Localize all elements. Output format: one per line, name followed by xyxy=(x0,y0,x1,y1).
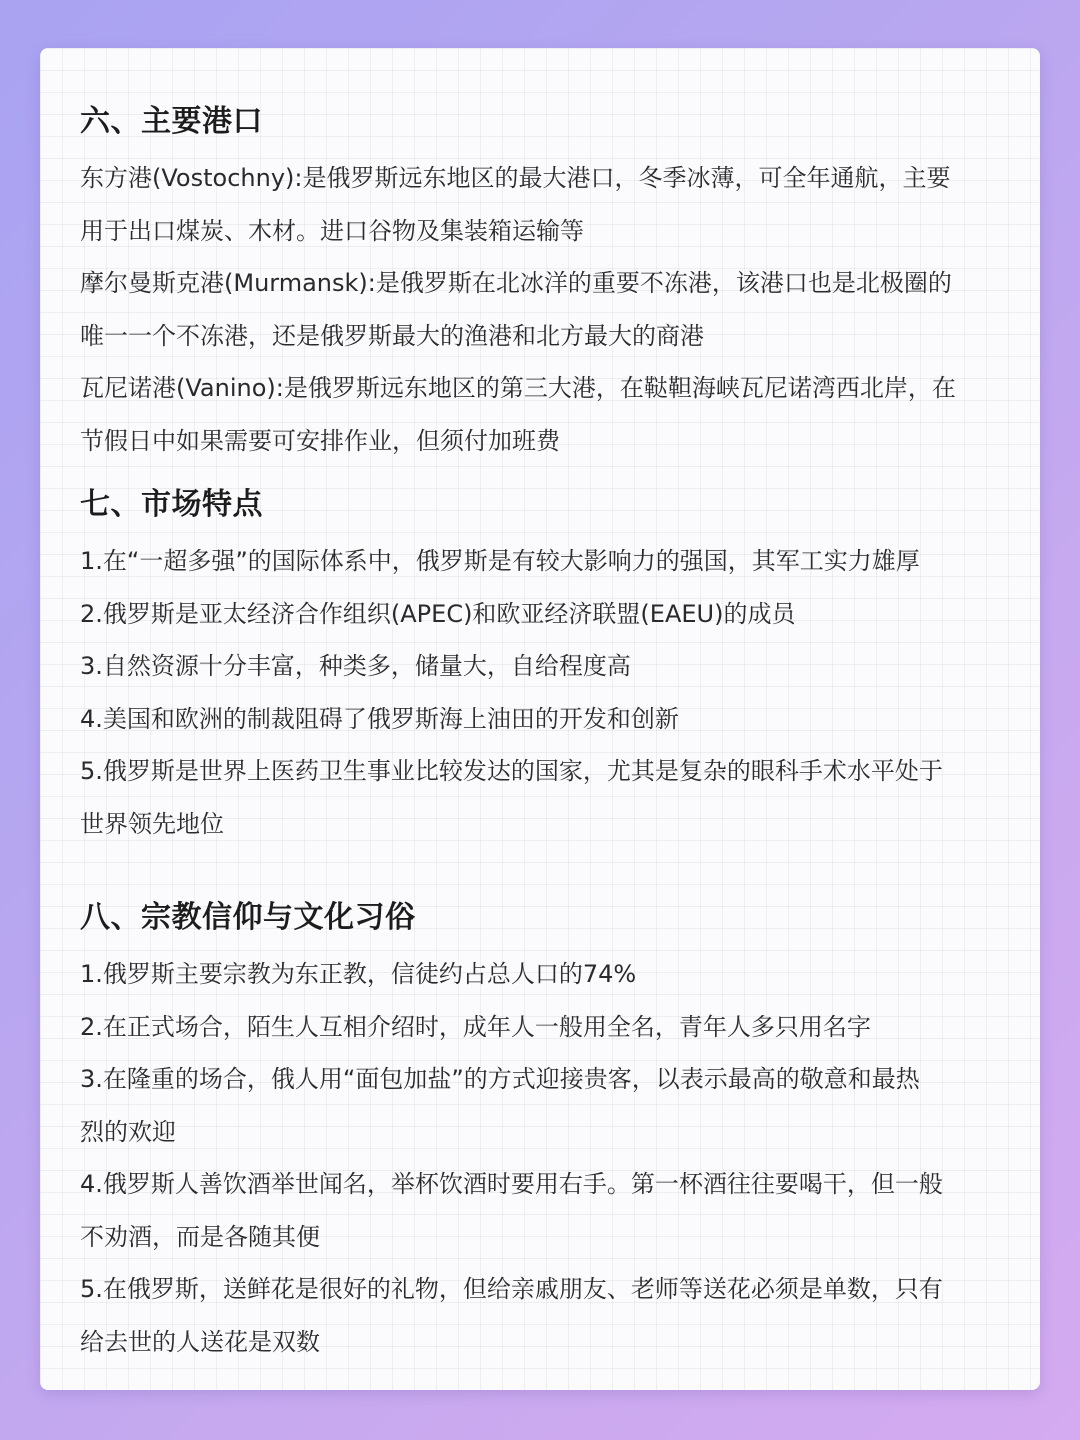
text-line: 瓦尼诺港(Vanino):是俄罗斯远东地区的第三大港，在鞑靼海峡瓦尼诺湾西北岸，在 xyxy=(80,374,956,402)
section-religion-culture xyxy=(80,894,1000,1368)
text-line: 2.在正式场合，陌生人互相介绍时，成年人一般用全名，青年人多只用名字 xyxy=(80,1012,871,1041)
section-body-market xyxy=(80,535,1000,850)
text-line: 1.在“一超多强”的国际体系中，俄罗斯是有较大影响力的强国，其军工实力雄厚 xyxy=(80,547,920,575)
text-line: 3.在隆重的场合，俄人用“面包加盐”的方式迎接贵客，以表示最高的敬意和最热 xyxy=(80,1065,920,1093)
section-market xyxy=(80,481,1000,850)
section-title-ports: 六、主要港口 xyxy=(80,104,263,139)
text-line: 不劝酒，而是各随其便 xyxy=(80,1222,320,1251)
text-line: 4.俄罗斯人善饮酒举世闻名，举杯饮酒时要用右手。第一杯酒往往要喝干，但一般 xyxy=(80,1170,943,1198)
text-line: 烈的欢迎 xyxy=(80,1117,176,1146)
section-body-religion-culture xyxy=(80,948,1000,1368)
section-body-ports xyxy=(80,152,1000,467)
section-ports xyxy=(80,98,1000,467)
text-line: 5.在俄罗斯，送鲜花是很好的礼物，但给亲戚朋友、老师等送花必须是单数，只有 xyxy=(80,1275,943,1303)
section-title-religion-culture: 八、宗教信仰与文化习俗 xyxy=(80,900,416,935)
text-line: 4.美国和欧洲的制裁阻碍了俄罗斯海上油田的开发和创新 xyxy=(80,704,679,733)
text-line: 给去世的人送花是双数 xyxy=(80,1327,320,1356)
text-line: 东方港(Vostochny):是俄罗斯远东地区的最大港口，冬季冰薄，可全年通航，主要 xyxy=(80,164,951,192)
text-line: 3.自然资源十分丰富，种类多，储量大，自给程度高 xyxy=(80,652,631,680)
document-card xyxy=(40,48,1040,1390)
text-line: 5.俄罗斯是世界上医药卫生事业比较发达的国家，尤其是复杂的眼科手术水平处于 xyxy=(80,757,943,785)
text-line: 用于出口煤炭、木材。进口谷物及集装箱运输等 xyxy=(80,216,584,245)
text-line: 节假日中如果需要可安排作业，但须付加班费 xyxy=(80,426,560,455)
text-line: 唯一一个不冻港，还是俄罗斯最大的渔港和北方最大的商港 xyxy=(80,321,704,350)
text-line: 1.俄罗斯主要宗教为东正教，信徒约占总人口的74% xyxy=(80,960,637,988)
text-line: 2.俄罗斯是亚太经济合作组织(APEC)和欧亚经济联盟(EAEU)的成员 xyxy=(80,599,796,628)
text-line: 世界领先地位 xyxy=(80,809,224,838)
section-title-market: 七、市场特点 xyxy=(80,487,263,522)
text-line: 摩尔曼斯克港(Murmansk):是俄罗斯在北冰洋的重要不冻港，该港口也是北极圈的 xyxy=(80,269,952,297)
